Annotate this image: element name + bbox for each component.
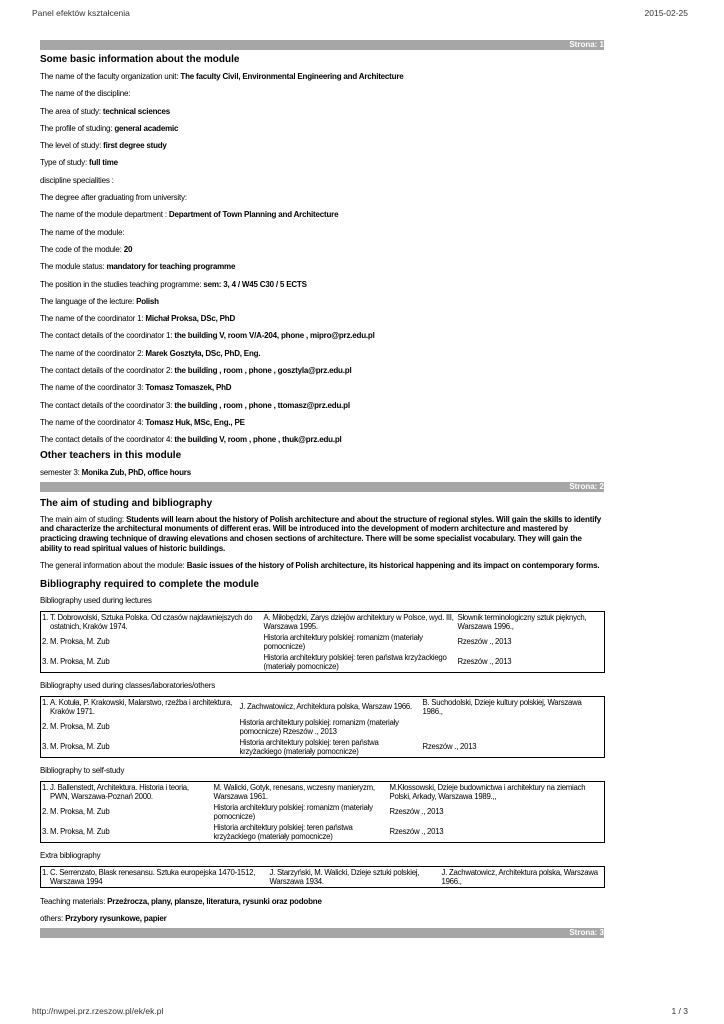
module-info-label: The language of the lecture: (40, 296, 137, 306)
header-date: 2015-02-25 (644, 8, 688, 18)
page-separator-bar (40, 482, 604, 492)
row-number: 3. (42, 827, 49, 837)
row-number: 2. (42, 722, 49, 732)
module-info-value: The faculty Civil, Environmental Engineering and Architecture (180, 72, 404, 81)
cell-text: M. Proksa, M. Zub (50, 657, 110, 667)
module-info-value: technical sciences (102, 106, 171, 116)
module-info-row (40, 400, 604, 417)
table-row (41, 611, 605, 632)
module-info-label: The area of study: (40, 106, 103, 116)
general-info-label: The general information about the module: (40, 561, 187, 571)
table-cell: Historia architektury polskiej: romanizm (materiały pomocnicze) (213, 802, 373, 821)
bibliography-lectures-title: Bibliography used during lectures (40, 595, 152, 605)
module-info-value: Department of Town Planning and Architecture (168, 210, 339, 220)
general-info-paragraph (40, 561, 604, 571)
cell-text: M. Proksa, M. Zub (50, 827, 110, 837)
module-info-label: The code of the module: (40, 244, 124, 254)
cell-text: C. Serrenzato, Blask renesansu. Sztuka europejska 1470-1512, Warszawa 1994 (50, 867, 256, 886)
module-info-value: mandatory for teaching programme (106, 262, 236, 272)
document-content (40, 40, 604, 942)
section-heading-bibliography: Bibliography required to complete the module (40, 578, 259, 590)
row-number: 1. (42, 782, 49, 792)
table-cell: B. Suchodolski, Dzieje kultury polskiej, Warszawa 1986., (422, 697, 582, 716)
header-title: Panel efektów kształcenia (32, 8, 130, 18)
teaching-materials-value: Przeźrocza, plany, plansze, literatura, rysunki oraz podobne (107, 896, 322, 906)
module-info-row (40, 244, 604, 261)
table-cell (41, 802, 213, 822)
module-info-row (40, 192, 604, 209)
module-info-row (40, 279, 604, 296)
table-cell: Słownik terminologiczny sztuk pięknych, Warszawa 1996., (457, 612, 587, 631)
module-info-label: Type of study: (40, 158, 90, 168)
table-cell (41, 652, 263, 673)
module-info-value: first degree study (103, 141, 167, 151)
module-info-row (40, 157, 604, 174)
table-cell: Rzeszów ., 2013 (422, 742, 477, 752)
cell-text: A. Kotuła, P. Krakowski, Malarstwo, rzeźba i architektura, Kraków 1971. (50, 697, 233, 716)
module-info-label: The name of the discipline: (40, 89, 131, 99)
module-info-row (40, 382, 604, 399)
table-row (41, 866, 605, 887)
module-info-label: The contact details of the coordinator 4: (40, 435, 175, 445)
page-separator-bar (40, 40, 604, 50)
module-info-label: The name of the module: (40, 227, 125, 237)
cell-text: M. Proksa, M. Zub (50, 742, 110, 752)
table-row (41, 696, 605, 717)
others-value: Przybory rysunkowe, papier (65, 914, 167, 924)
cell-text: M. Proksa, M. Zub (50, 722, 110, 732)
table-cell (41, 822, 213, 843)
cell-text: M. Proksa, M. Zub (50, 637, 110, 647)
table-cell: M. Walicki, Gotyk, renesans, wczesny manieryzm, Warszawa 1961. (213, 782, 375, 801)
module-info-row (40, 296, 604, 313)
table-row (41, 802, 605, 822)
module-info-label: The name of the coordinator 1: (40, 314, 146, 324)
module-info-value: Polish (136, 296, 159, 306)
module-info-row (40, 140, 604, 157)
general-info-value: Basic issues of the history of Polish architecture, its historical happening and its impact on contemporary forms. (186, 561, 600, 571)
other-teachers-value: Monika Zub, PhD, office hours (81, 467, 191, 477)
table-cell: Historia architektury polskiej: teren państwa krzyżackiego (materiały pomocnicze) (239, 737, 379, 756)
table-row (41, 632, 605, 652)
table-cell: A. Miłobędzki, Zarys dziejów architektury w Polsce, wyd. III, Warszawa 1995. (263, 612, 454, 631)
teaching-materials-line (40, 896, 604, 913)
row-number: 1. (42, 697, 49, 707)
cell-text: T. Dobrowolski, Sztuka Polska. Od czasów najdawniejszych do ostatnich, Kraków 1974. (50, 612, 253, 631)
bibliography-extra-title: Extra bibliography (40, 850, 101, 860)
module-info-row (40, 175, 604, 192)
module-info-row (40, 88, 604, 105)
table-row (41, 781, 605, 802)
cell-text: M. Proksa, M. Zub (50, 807, 110, 817)
table-cell (41, 781, 213, 802)
row-number: 1. (42, 612, 49, 622)
table-row (41, 652, 605, 673)
module-info-row (40, 123, 604, 140)
module-info-value: Marek Gosztyła, DSc, PhD, Eng. (145, 348, 261, 358)
main-aim-label: The main aim of studing: (40, 514, 127, 524)
table-cell: Historia architektury polskiej: romanizm (materiały pomocnicze) (263, 632, 423, 651)
module-info-value: general academic (114, 123, 179, 133)
row-number: 1. (42, 867, 49, 877)
footer-url[interactable]: http://nwpei.prz.rzeszow.pl/ek/ek.pl (32, 1006, 164, 1016)
row-number: 3. (42, 742, 49, 752)
bibliography-self-study-table (40, 781, 605, 843)
module-info-value: the building , room , phone , gosztyla@prz.edu.pl (174, 366, 352, 376)
table-cell: Rzeszów ., 2013 (389, 827, 444, 837)
table-cell (41, 737, 239, 758)
table-cell (41, 632, 263, 652)
table-row (41, 822, 605, 843)
cell-text: J. Ballenstedt, Architektura. Historia i teoria, PWN, Warszawa-Poznań 2000. (50, 782, 189, 801)
table-cell (41, 696, 239, 717)
module-info-row (40, 417, 604, 434)
table-cell (422, 717, 605, 737)
teaching-materials-label: Teaching materials: (40, 896, 108, 906)
module-info-value: the building V, room , phone , thuk@prz.edu.pl (174, 435, 342, 445)
module-info-label: The name of the coordinator 2: (40, 348, 146, 358)
page-label: Strona: 3 (569, 928, 604, 938)
module-info-label: The degree after graduating from university: (40, 193, 187, 203)
module-info-value: full time (89, 158, 118, 168)
bibliography-lectures-table (40, 611, 605, 673)
table-row (41, 737, 605, 758)
module-info-row (40, 313, 604, 330)
page-label: Strona: 2 (569, 481, 604, 491)
module-info-label: The level of study: (40, 141, 104, 151)
module-info-value: sem: 3, 4 / W45 C30 / 5 ECTS (203, 279, 307, 289)
row-number: 2. (42, 637, 49, 647)
main-aim-paragraph (40, 515, 604, 553)
bibliography-self-study-title: Bibliography to self-study (40, 765, 125, 775)
row-number: 3. (42, 657, 49, 667)
table-row (41, 717, 605, 737)
module-info-value: 20 (123, 244, 133, 254)
module-info-label: discipline specialities : (40, 175, 114, 185)
page-separator-bar (40, 928, 604, 938)
module-info-row (40, 330, 604, 347)
module-info-label: The name of the coordinator 4: (40, 417, 146, 427)
table-cell: Historia architektury polskiej: teren państwa krzyżackiego (materiały pomocnicze) (263, 652, 447, 671)
table-cell: Rzeszów ., 2013 (389, 807, 444, 817)
module-info-label: The module status: (40, 262, 107, 272)
footer-page-number: 1 / 3 (671, 1006, 688, 1016)
page-label: Strona: 1 (569, 40, 604, 49)
section-heading-basic-info: Some basic information about the module (40, 54, 240, 65)
module-info-label: The position in the studies teaching programme: (40, 279, 204, 289)
bibliography-classes-table (40, 696, 605, 758)
section-heading-aim: The aim of studing and bibliography (40, 497, 213, 509)
module-info-label: The name of the coordinator 3: (40, 383, 146, 393)
module-info-value: the building V, room V/A-204, phone , mipro@prz.edu.pl (174, 331, 375, 341)
module-info-label: The name of the faculty organization unit: (40, 72, 181, 81)
module-info-value: Tomasz Tomaszek, PhD (145, 383, 232, 393)
table-cell: J. Zachwatowicz, Architektura polska, Warszaw 1966. (239, 702, 412, 712)
module-info-row (40, 209, 604, 226)
table-cell (41, 611, 263, 632)
table-cell (41, 717, 239, 737)
module-info-row (40, 227, 604, 244)
table-cell: J. Zachwatowicz, Architektura polska, Warszawa 1966., (441, 867, 598, 886)
module-info-row (40, 348, 604, 365)
main-aim-value: Students will learn about the history of Polish architecture and about the structure of regional styles. Will gain the skills to identify and characterize the architectural monuments of different eras. Will be introduced into the development of modern architecture and mastered by practicing drawing technique of drawing elevations and chosen sections of architecture. There will be some specialist vocabulary. They will gain the ability to read spiritual values of historic buildings. (40, 514, 602, 553)
table-cell: J. Starzyński, M. Walicki, Dzieje sztuki polskiej, Warszawa 1934. (269, 867, 420, 886)
table-cell (41, 866, 269, 887)
module-info-label: The contact details of the coordinator 1: (40, 331, 175, 341)
module-info-row (40, 71, 604, 88)
module-info-label: The contact details of the coordinator 2: (40, 366, 175, 376)
row-number: 2. (42, 807, 49, 817)
module-info-row (40, 365, 604, 382)
module-info-value: Michał Proksa, DSc, PhD (145, 314, 236, 324)
module-info-row (40, 106, 604, 123)
module-info-row (40, 261, 604, 278)
table-cell: Rzeszów ., 2013 (457, 637, 512, 647)
module-info-list (40, 71, 604, 452)
section-heading-other-teachers: Other teachers in this module (40, 449, 182, 461)
table-cell: Historia architektury polskiej: romanizm (materiały pomocnicze) Rzeszów ., 2013 (239, 717, 399, 736)
other-teachers-label: semester 3: (40, 467, 82, 477)
module-info-label: The name of the module department : (40, 210, 169, 220)
module-info-label: The profile of studing: (40, 123, 115, 133)
table-cell: M.Kłossowski, Dzieje budownictwa i architektury na ziemiach Polski, Arkady, Warszawa 1989.,, (389, 782, 586, 801)
others-label: others: (40, 914, 66, 924)
table-cell: Rzeszów ., 2013 (457, 657, 512, 667)
table-cell: Historia architektury polskiej: teren państwa krzyżackiego (materiały pomocnicze) (213, 822, 353, 841)
bibliography-extra-table (40, 866, 605, 888)
module-info-value: Tomasz Huk, MSc, Eng., PE (145, 417, 245, 427)
bibliography-classes-title: Bibliography used during classes/laboratories/others (40, 680, 216, 690)
module-info-label: The contact details of the coordinator 3: (40, 400, 175, 410)
module-info-value: the building , room , phone , ttomasz@prz.edu.pl (174, 400, 350, 410)
